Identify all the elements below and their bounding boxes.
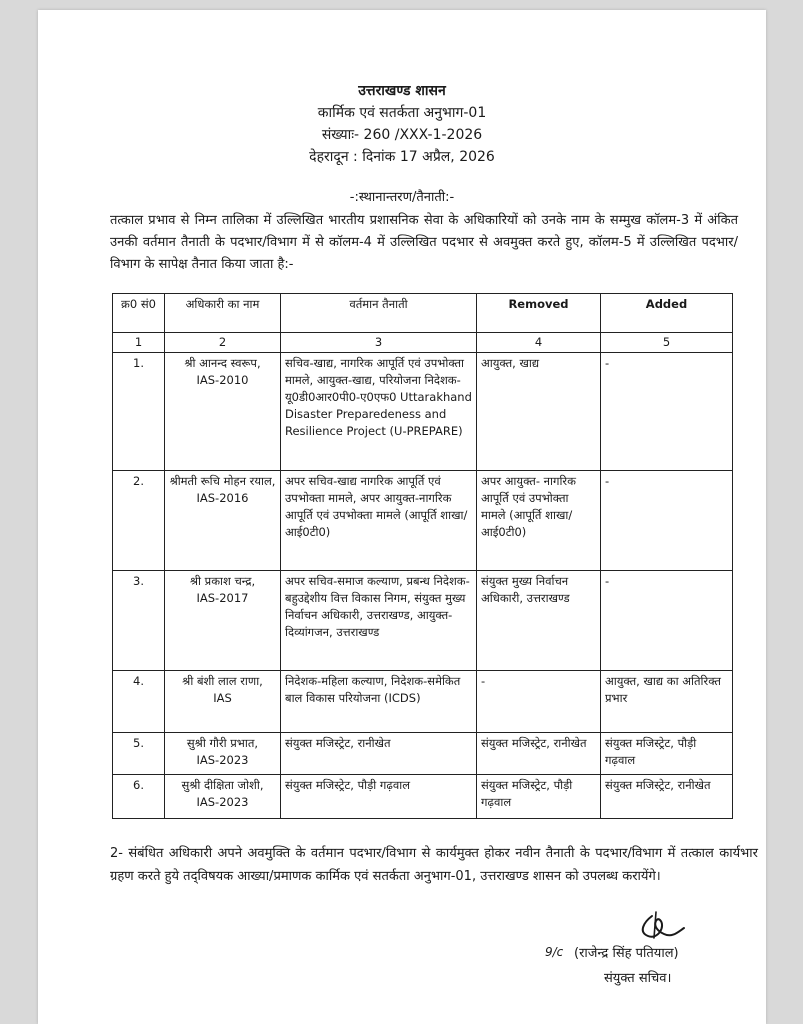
row-serial: 6. bbox=[113, 775, 165, 819]
officer-cadre: IAS-2017 bbox=[196, 591, 249, 605]
added-posting: - bbox=[601, 353, 733, 471]
department-name: कार्मिक एवं सतर्कता अनुभाग-01 bbox=[317, 105, 487, 121]
header-current-posting: वर्तमान तैनाती bbox=[281, 294, 477, 333]
officer-cell bbox=[165, 353, 281, 471]
row-serial: 3. bbox=[113, 571, 165, 671]
removed-posting: - bbox=[477, 671, 601, 733]
added-posting: संयुक्त मजिस्ट्रेट, पौड़ी गढ़वाल bbox=[601, 733, 733, 775]
officer-cadre: IAS-2010 bbox=[196, 373, 249, 387]
officer-cadre: IAS-2016 bbox=[196, 491, 249, 505]
removed-posting: संयुक्त मुख्य निर्वाचन अधिकारी, उत्तराखण्ड bbox=[477, 571, 601, 671]
removed-posting: आयुक्त, खाद्य bbox=[477, 353, 601, 471]
column-number: 4 bbox=[477, 333, 601, 353]
added-posting: आयुक्त, खाद्य का अतिरिक्त प्रभार bbox=[601, 671, 733, 733]
officer-cell bbox=[165, 775, 281, 819]
removed-posting: अपर आयुक्त- नागरिक आपूर्ति एवं उपभोक्ता मामले (आपूर्ति शाखा/ आई0टी0) bbox=[477, 471, 601, 571]
signer-designation: संयुक्त सचिव। bbox=[604, 971, 672, 986]
officer-name: सुश्री गौरी प्रभात, bbox=[186, 736, 259, 750]
officer-cadre: IAS bbox=[213, 691, 232, 705]
signature-initials: 9/c bbox=[545, 945, 564, 959]
row-serial: 4. bbox=[113, 671, 165, 733]
officer-name: श्री प्रकाश चन्द्र, bbox=[189, 574, 256, 588]
current-posting: अपर सचिव-समाज कल्याण, प्रबन्ध निदेशक- बहुउद्देशीय वित्त विकास निगम, संयुक्त मुख्य निर्वाचन अधिकारी, उत्तराखण्ड, आयुक्त- दिव्यांगजन, उत्तराखण्ड bbox=[281, 571, 477, 671]
govt-title: उत्तराखण्ड शासन bbox=[358, 83, 446, 99]
column-number-row bbox=[113, 333, 733, 353]
current-posting: अपर सचिव-खाद्य नागरिक आपूर्ति एवं उपभोक्ता मामले, अपर आयुक्त-नागरिक आपूर्ति एवं उपभोक्ता मामले (आपूर्ति शाखा/ आई0टी0) bbox=[281, 471, 477, 571]
officer-cell bbox=[165, 671, 281, 733]
table-row bbox=[113, 671, 733, 733]
table-row bbox=[113, 471, 733, 571]
current-posting: सचिव-खाद्य, नागरिक आपूर्ति एवं उपभोक्ता मामले, आयुक्त-खाद्य, परियोजना निदेशक- यू0डी0आर0पी0-ए0एफ0 Uttarakhand Disaster Preparedeness and Resilience Project (U-PREPARE) bbox=[281, 353, 477, 471]
officer-name: श्री बंशी लाल राणा, bbox=[182, 674, 263, 688]
table-row bbox=[113, 733, 733, 775]
current-posting: निदेशक-महिला कल्याण, निदेशक-समेकित बाल विकास परियोजना (ICDS) bbox=[281, 671, 477, 733]
officer-name: श्री आनन्द स्वरूप, bbox=[184, 356, 261, 370]
handwritten-signature bbox=[574, 908, 724, 948]
column-number: 5 bbox=[601, 333, 733, 353]
row-serial: 5. bbox=[113, 733, 165, 775]
column-number: 3 bbox=[281, 333, 477, 353]
header-removed: Removed bbox=[477, 294, 601, 333]
current-posting: संयुक्त मजिस्ट्रेट, पौड़ी गढ़वाल bbox=[281, 775, 477, 819]
document-page bbox=[38, 10, 766, 1024]
header-added: Added bbox=[601, 294, 733, 333]
officer-cell bbox=[165, 733, 281, 775]
officer-cell bbox=[165, 571, 281, 671]
removed-posting: संयुक्त मजिस्ट्रेट, पौड़ी गढ़वाल bbox=[477, 775, 601, 819]
removed-posting: संयुक्त मजिस्ट्रेट, रानीखेत bbox=[477, 733, 601, 775]
column-number: 2 bbox=[165, 333, 281, 353]
table-header-row bbox=[113, 294, 733, 333]
letter-header bbox=[38, 80, 766, 168]
officer-cadre: IAS-2023 bbox=[196, 795, 249, 809]
header-serial: क्र0 सं0 bbox=[113, 294, 165, 333]
officer-cell bbox=[165, 471, 281, 571]
header-officer-name: अधिकारी का नाम bbox=[165, 294, 281, 333]
officer-name: श्रीमती रूचि मोहन रयाल, bbox=[169, 474, 276, 488]
subject-line: -:स्थानान्तरण/तैनाती:- bbox=[349, 190, 455, 205]
officer-name: सुश्री दीक्षिता जोशी, bbox=[181, 778, 264, 792]
added-posting: संयुक्त मजिस्ट्रेट, रानीखेत bbox=[601, 775, 733, 819]
intro-paragraph: तत्काल प्रभाव से निम्न तालिका में उल्लिखित भारतीय प्रशासनिक सेवा के अधिकारियों को उनके नाम के सम्मुख कॉलम-3 में अंकित उनकी वर्तमान तैनाती के पदभार/विभाग में से कॉलम-4 में उल्लिखित पदभार से अवमुक्त करते हुए, कॉलम-5 में उल्लिखित पदभार/विभाग के सापेक्ष तैनात किया जाता है:- bbox=[110, 213, 738, 272]
instruction-paragraph: 2- संबंधित अधिकारी अपने अवमुक्ति के वर्तमान पदभार/विभाग से कार्यमुक्त होकर नवीन तैनाती के पदभार/विभाग में तत्काल कार्यभार ग्रहण करते हुये तद्‌विषयक आख्या/प्रमाणक कार्मिक एवं सतर्कता अनुभाग-01, उत्तराखण्ड शासन को उपलब्ध करायेंगे। bbox=[110, 846, 758, 884]
row-serial: 1. bbox=[113, 353, 165, 471]
table-row bbox=[113, 353, 733, 471]
transfer-table bbox=[112, 293, 733, 819]
column-number: 1 bbox=[113, 333, 165, 353]
order-number: संख्याः- 260 /XXX-1-2026 bbox=[321, 127, 483, 143]
added-posting: - bbox=[601, 571, 733, 671]
current-posting: संयुक्त मजिस्ट्रेट, रानीखेत bbox=[281, 733, 477, 775]
table-row bbox=[113, 775, 733, 819]
added-posting: - bbox=[601, 471, 733, 571]
row-serial: 2. bbox=[113, 471, 165, 571]
officer-cadre: IAS-2023 bbox=[196, 753, 249, 767]
order-date: देहरादून : दिनांक 17 अप्रैल, 2026 bbox=[309, 149, 495, 165]
signer-name: (राजेन्द्र सिंह पतियाल) bbox=[574, 946, 679, 961]
table-row bbox=[113, 571, 733, 671]
